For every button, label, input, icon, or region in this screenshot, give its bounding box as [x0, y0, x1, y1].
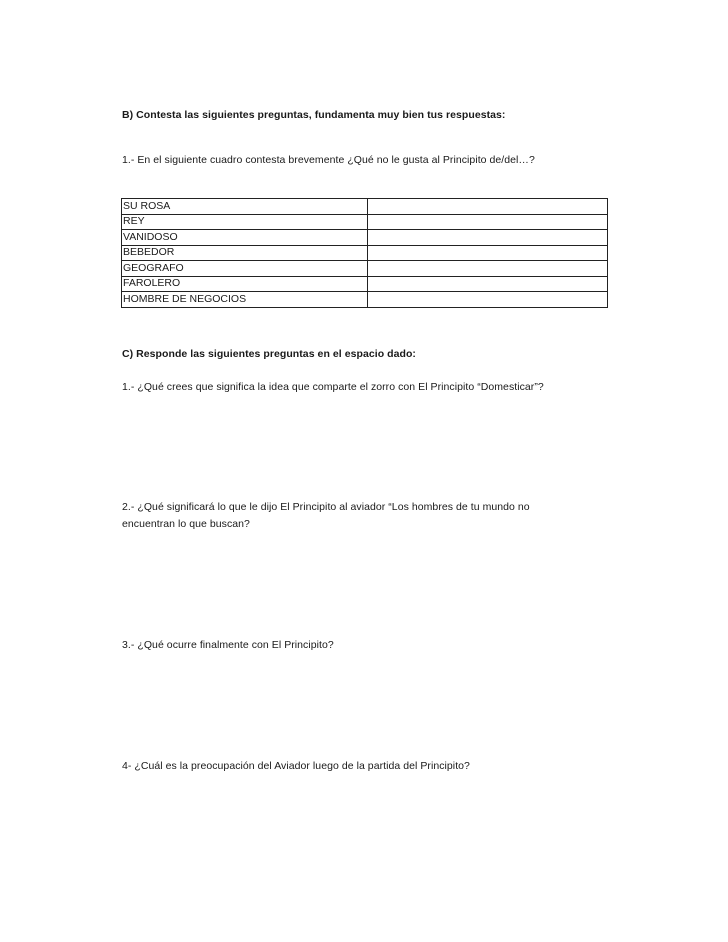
table-row	[122, 276, 608, 292]
table-row	[122, 214, 608, 230]
section-c-question-4: 4- ¿Cuál es la preocupación del Aviador luego de la partida del Principito?	[122, 760, 470, 772]
section-c-question-1: 1.- ¿Qué crees que significa la idea que comparte el zorro con El Principito “Domesticar”?	[122, 381, 544, 393]
answer-cell[interactable]	[367, 292, 607, 308]
row-label: SU ROSA	[122, 199, 368, 215]
row-label: REY	[122, 214, 368, 230]
principito-dislikes-table	[121, 198, 608, 308]
section-b-title: B) Contesta las siguientes preguntas, fundamenta muy bien tus respuestas:	[122, 109, 506, 121]
answer-cell[interactable]	[367, 276, 607, 292]
section-b-question-1: 1.- En el siguiente cuadro contesta brevemente ¿Qué no le gusta al Principito de/del…?	[122, 154, 535, 166]
table-row	[122, 292, 608, 308]
answer-cell[interactable]	[367, 261, 607, 277]
row-label: GEOGRAFO	[122, 261, 368, 277]
row-label: FAROLERO	[122, 276, 368, 292]
section-c-title: C) Responde las siguientes preguntas en el espacio dado:	[122, 348, 416, 360]
section-c-question-2: 2.- ¿Qué significará lo que le dijo El Principito al aviador “Los hombres de tu mundo no	[122, 501, 530, 513]
table-row	[122, 261, 608, 277]
row-label: BEBEDOR	[122, 245, 368, 261]
table-row	[122, 245, 608, 261]
answer-cell[interactable]	[367, 199, 607, 215]
table-row	[122, 230, 608, 246]
row-label: VANIDOSO	[122, 230, 368, 246]
section-c-question-3: 3.- ¿Qué ocurre finalmente con El Principito?	[122, 639, 334, 651]
answer-cell[interactable]	[367, 245, 607, 261]
section-c-question-2-continued: encuentran lo que buscan?	[122, 518, 250, 530]
answer-cell[interactable]	[367, 230, 607, 246]
table-row	[122, 199, 608, 215]
row-label: HOMBRE DE NEGOCIOS	[122, 292, 368, 308]
answer-cell[interactable]	[367, 214, 607, 230]
